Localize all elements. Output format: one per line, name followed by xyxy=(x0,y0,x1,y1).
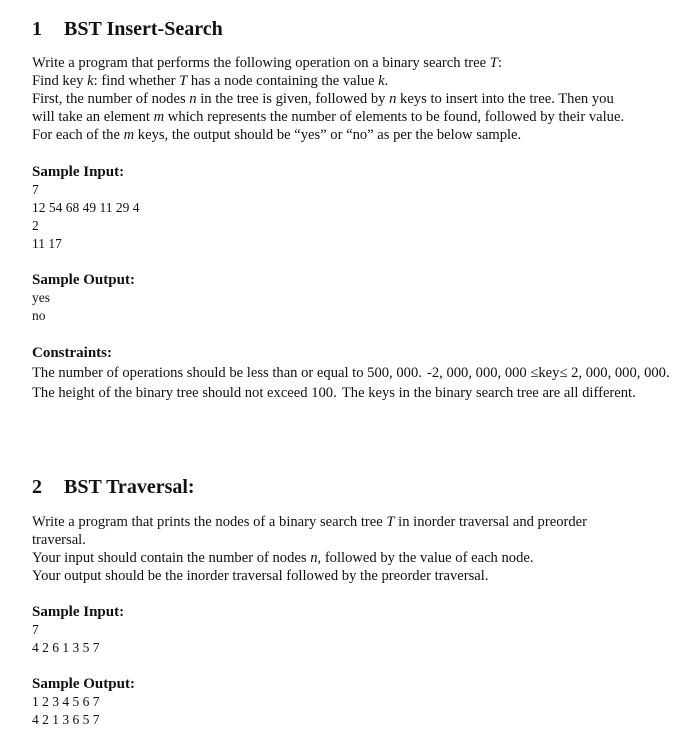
sample-input-heading: Sample Input: xyxy=(32,164,125,180)
section-1-sample-input xyxy=(32,163,678,253)
sample-output-heading: Sample Output: xyxy=(32,272,135,288)
sample-input-line: 7 xyxy=(32,622,39,637)
constraints-heading: Constraints: xyxy=(32,345,113,361)
intro-line: Your input should contain the number of nodes n, followed by the value of each node. xyxy=(32,550,534,566)
sample-input-line: 4 2 6 1 3 5 7 xyxy=(32,640,100,655)
sample-output-line: 4 2 1 3 6 5 7 xyxy=(32,712,100,727)
section-number: 1 xyxy=(32,18,42,40)
sample-output-line: 1 2 3 4 5 6 7 xyxy=(32,694,100,709)
section-2-sample-output xyxy=(32,675,678,729)
intro-line: Find key k: find whether T has a node containing the value k. xyxy=(32,73,389,89)
constraint-line: The number of operations should be less than or equal to 500, 000. xyxy=(32,365,422,381)
intro-line: will take an element m which represents the number of elements to be found, followed by their value. xyxy=(32,109,625,125)
intro-line: Write a program that prints the nodes of a binary search tree T in inorder traversal and preorder xyxy=(32,514,587,530)
section-1-title xyxy=(32,16,678,42)
sample-input-line: 12 54 68 49 11 29 4 xyxy=(32,200,140,215)
section-1 xyxy=(32,16,678,42)
section-2-sample-input xyxy=(32,603,678,657)
sample-input-heading: Sample Input: xyxy=(32,604,125,620)
intro-line: traversal. xyxy=(32,532,86,548)
constraint-line: The height of the binary tree should not exceed 100. xyxy=(32,385,337,401)
intro-line: For each of the m keys, the output should be “yes” or “no” as per the below sample. xyxy=(32,127,522,143)
section-2-intro xyxy=(32,513,678,585)
section-1-intro xyxy=(32,54,678,144)
section-2 xyxy=(32,474,678,500)
sample-output-line: yes xyxy=(32,290,50,305)
sample-output-line: no xyxy=(32,308,46,323)
section-2-title xyxy=(32,474,678,500)
section-1-constraints xyxy=(32,344,678,402)
section-1-sample-output xyxy=(32,271,678,325)
intro-line: Your output should be the inorder traversal followed by the preorder traversal. xyxy=(32,568,489,584)
section-number: 2 xyxy=(32,476,42,498)
intro-line: Write a program that performs the following operation on a binary search tree T: xyxy=(32,55,502,71)
constraint-line: The keys in the binary search tree are all different. xyxy=(341,385,636,401)
sample-input-line: 11 17 xyxy=(32,236,62,251)
intro-line: First, the number of nodes n in the tree is given, followed by n keys to insert into the tree. Then you xyxy=(32,91,614,107)
sample-output-heading: Sample Output: xyxy=(32,676,135,692)
section-title-text: BST Traversal: xyxy=(64,476,195,498)
sample-input-line: 2 xyxy=(32,218,39,233)
section-title-text: BST Insert-Search xyxy=(64,18,223,40)
constraint-line: -2, 000, 000, 000 ≤key≤ 2, 000, 000, 000. xyxy=(427,365,670,381)
sample-input-line: 7 xyxy=(32,182,39,197)
